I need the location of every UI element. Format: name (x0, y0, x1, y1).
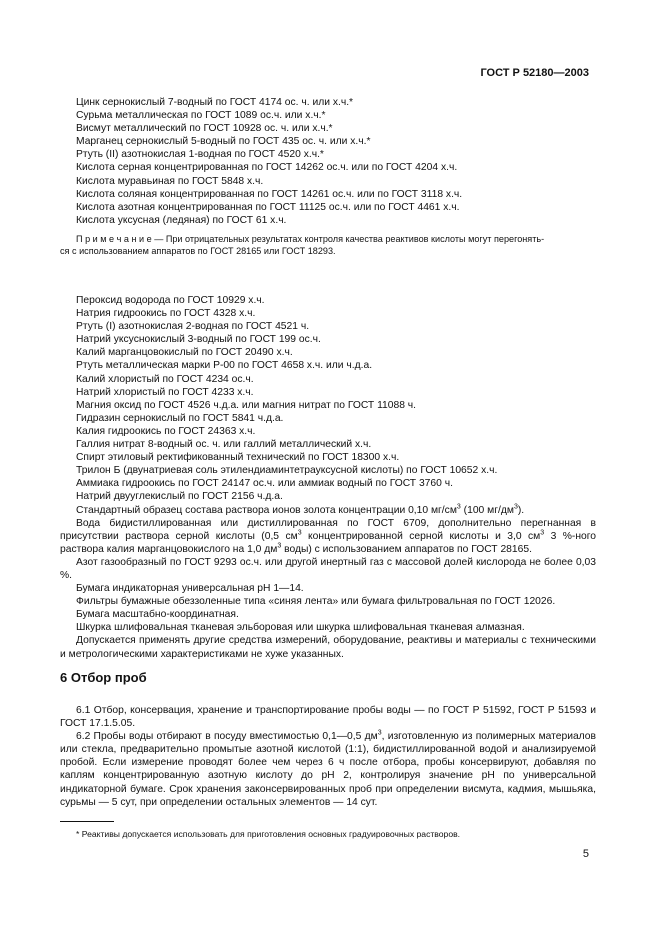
list-item: Сурьма металлическая по ГОСТ 1089 ос.ч. или х.ч.* (76, 110, 326, 122)
list-item: Ртуть (II) азотнокислая 1-водная по ГОСТ 4520 х.ч.* (76, 149, 324, 161)
page-number: 5 (582, 848, 589, 860)
list-item: Аммиака гидроокись по ГОСТ 24147 ос.ч. или аммиак водный по ГОСТ 3760 ч. (76, 478, 453, 490)
list-item: Шкурка шлифовальная тканевая эльборовая или шкурка шлифовальная тканевая алмазная. (76, 622, 525, 634)
allowance-paragraph: Допускается применять другие средства измерений, оборудование, реактивы и материалы с техническими и метрологическими характеристиками не хуже указанных. (60, 635, 596, 660)
list-item: Трилон Б (двунатриевая соль этилендиаминтетрауксусной кислоты) по ГОСТ 10652 х.ч. (76, 465, 498, 477)
list-item: Марганец сернокислый 5-водный по ГОСТ 435 ос. ч. или х.ч.* (76, 136, 371, 148)
water-paragraph: Вода бидистиллированная или дистиллированная по ГОСТ 6709, дополнительно перегнанная в присутствии раствора серной кислоты (0,5 $см^3$ концентрированной серной кислоты и 3,0 $см^3$ 3 %-ного раствора калия марганцовокислого на 1,0 $дм^3$ воды) с использованием аппаратов по ГОСТ 28165. (60, 517, 596, 555)
footnote: * Реактивы допускается использовать для приготовления основных градуировочных растворов. (76, 829, 461, 839)
list-item: Кислота азотная концентрированная по ГОСТ 11125 ос.ч. или по ГОСТ 4461 х.ч. (76, 201, 460, 213)
list-item: Кислота муравьиная по ГОСТ 5848 х.ч. (76, 175, 264, 187)
list-item: Натрий уксуснокислый 3-водный по ГОСТ 199 ос.ч. (76, 334, 321, 346)
list-item: Натрий хлористый по ГОСТ 4233 х.ч. (76, 386, 254, 398)
list-item: Калий хлористый по ГОСТ 4234 ос.ч. (76, 373, 254, 385)
list-item: Ртуть (I) азотнокислая 2-водная по ГОСТ 4521 ч. (76, 321, 310, 333)
list-item: Галлия нитрат 8-водный ос. ч. или галлий металлический х.ч. (76, 439, 372, 451)
paragraph-6-2: 6.2 Пробы воды отбирают в посуду вместимостью 0,1—0,5 $дм^3$, изготовленную из полимерных материалов или стекла, предварительно промытые азотной кислотой (1:1), бидистиллированной водой и анализируемой пробой. Если измерение проводят более чем через 6 ч после отбора, пробы консервируют, добавляя по каплям концентрированную азотную кислоту до рН 2, контролируя значение рН по универсальной индикаторной бумаге. Срок хранения законсервированных проб при определении висмута, кадмия, мышьяка, сурьмы — 5 сут, при определении остальных элементов — 14 сут. (60, 729, 596, 808)
list-item: Фильтры бумажные обеззоленные типа «синяя лента» или бумага фильтровальная по ГОСТ 12026. (76, 596, 556, 608)
note-line-1: П р и м е ч а н и е — При отрицательных результатах контроля качества реактивов кислоты могут перегонять- (76, 234, 545, 244)
list-item: Висмут металлический по ГОСТ 10928 ос. ч. или х.ч.* (76, 123, 333, 135)
list-item: Цинк сернокислый 7-водный по ГОСТ 4174 ос. ч. или х.ч.* (76, 97, 354, 108)
list-item: Пероксид водорода по ГОСТ 10929 х.ч. (76, 295, 265, 306)
list-item: Кислота соляная концентрированная по ГОСТ 14261 ос.ч. или по ГОСТ 3118 х.ч. (76, 188, 463, 200)
note-line-2: ся с использованием аппаратов по ГОСТ 28165 или ГОСТ 18293. (60, 246, 336, 257)
list-item: Калий марганцовокислый по ГОСТ 20490 х.ч. (76, 347, 293, 359)
list-item: Спирт этиловый ректификованный технический по ГОСТ 18300 х.ч. (76, 452, 400, 464)
list-item: Ртуть металлическая марки Р-00 по ГОСТ 4658 х.ч. или ч.д.а. (76, 360, 373, 372)
section-heading: 6 Отбор проб (60, 670, 147, 685)
list-item: Калия гидроокись по ГОСТ 24363 х.ч. (76, 425, 256, 437)
list-item: Бумага масштабно-координатная. (76, 609, 239, 621)
note (60, 233, 596, 258)
document-header: ГОСТ Р 52180—2003 (480, 67, 589, 79)
list-item: Натрия гидроокись по ГОСТ 4328 х.ч. (76, 308, 256, 320)
list-item: Бумага индикаторная универсальная рН 1—14. (76, 583, 304, 595)
nitrogen-paragraph: Азот газообразный по ГОСТ 9293 ос.ч. или другой инертный газ с массовой долей кислорода не более 0,03 %. (60, 556, 596, 581)
reagents-list-2 (60, 294, 596, 661)
list-item: Гидразин сернокислый по ГОСТ 5841 ч.д.а. (76, 412, 284, 424)
footnote-divider (60, 821, 114, 822)
reagents-list-1 (76, 96, 596, 227)
paragraph-6-1: 6.1 Отбор, консервация, хранение и транспортирование пробы воды — по ГОСТ Р 51592, ГОСТ Р 51593 и ГОСТ 17.1.5.05. (60, 705, 596, 730)
list-item: Кислота серная концентрированная по ГОСТ 14262 ос.ч. или по ГОСТ 4204 х.ч. (76, 162, 458, 174)
list-item: Кислота уксусная (ледяная) по ГОСТ 61 х.ч. (76, 214, 287, 226)
section-body (60, 704, 596, 809)
list-item: Магния оксид по ГОСТ 4526 ч.д.а. или магния нитрат по ГОСТ 11088 ч. (76, 399, 417, 411)
standard-sample-item: Стандартный образец состава раствора ионов золота концентрации 0,10 $мг/см^3$ (100 $мг/дм^3$). (76, 503, 525, 516)
list-item: Натрий двууглекислый по ГОСТ 2156 ч.д.а. (76, 491, 283, 503)
